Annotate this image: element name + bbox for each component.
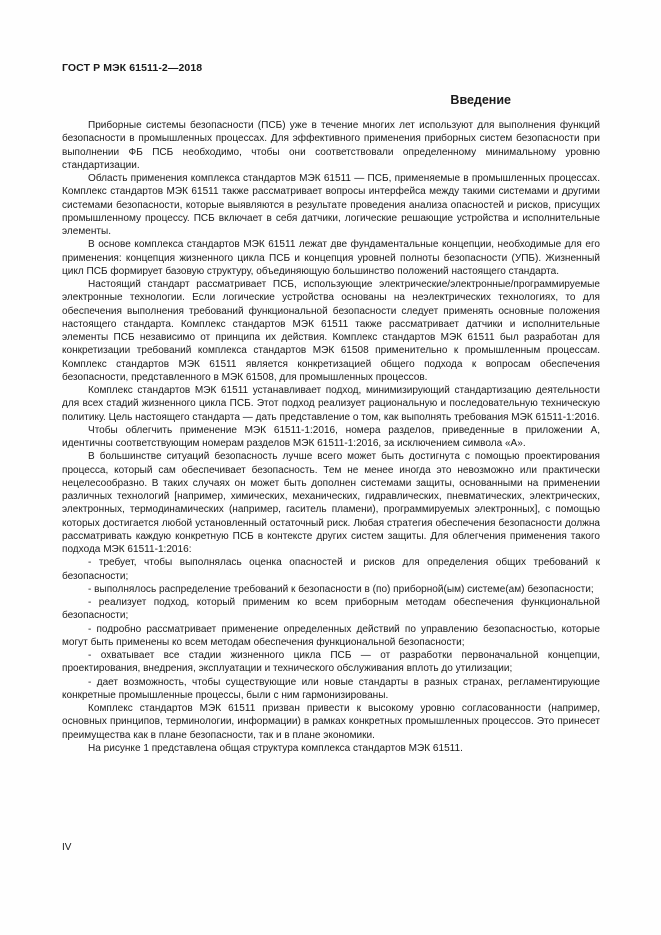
list-item: - подробно рассматривает применение определенных действий по управлению безопасностью, которые могут быть применены ко всем методам обеспечения функциональной безопасности;: [62, 623, 600, 648]
paragraph: Комплекс стандартов МЭК 61511 устанавливает подход, минимизирующий стандартизацию деятельности для всех стадий жизненного цикла ПСБ. Этот подход реализует рациональную и последовательную техническую политику. Цель настоящего стандарта — дать представление о том, как выполнять требования МЭК 61511-1:2016.: [62, 385, 600, 423]
paragraph: В большинстве ситуаций безопасность лучше всего может быть достигнута с помощью проектирования процесса, который сам обеспечивает безопасность. Тем не менее иногда это невозможно или практически нецелесообразно. В таких случаях он может быть дополнен системами защиты, основанными на применении различных технологий [например, химических, механических, гидравлических, пневматических, электрических, электронных, термодинамических (например, гаситель пламени), программируемых электронных], с помощью которых достигается любой установленный остаточный риск. Любая стратегия обеспечения безопасности должна рассматривать каждую конкретную ПСБ в контексте других систем защиты. Для облегчения применения такого подхода МЭК 61511-1:2016:: [62, 451, 600, 555]
body-text: [62, 119, 600, 755]
paragraph: На рисунке 1 представлена общая структура комплекса стандартов МЭК 61511.: [88, 742, 463, 754]
paragraph: Настоящий стандарт рассматривает ПСБ, использующие электрические/электронные/программируемые электронные технологии. Если логические устройства основаны на неэлектрических технологиях, то для обеспечения выполнения требований функциональной безопасности следует применять основные положения настоящего стандарта. Комплекс стандартов МЭК 61511 также рассматривает датчики и исполнительные элементы ПСБ независимо от принципа их действия. Комплекс стандартов МЭК 61511 был разработан для конкретизации требований комплекса стандартов МЭК 61508 применительно к промышленным процессам. Комплекс стандартов МЭК 61511 является конкретизацией общего подхода к вопросам обеспечения безопасности, представленного в МЭК 61508, для промышленных процессов.: [62, 279, 600, 383]
paragraph: В основе комплекса стандартов МЭК 61511 лежат две фундаментальные концепции, необходимые для его применения: концепция жизненного цикла ПСБ и концепция уровней полноты безопасности (УПБ). Жизненный цикл ПСБ формирует базовую структуру, объединяющую большинство положений настоящего стандарта.: [62, 239, 600, 277]
list-item: - требует, чтобы выполнялась оценка опасностей и рисков для определения общих требований к безопасности;: [62, 557, 600, 582]
section-title-wrap: [62, 93, 600, 107]
paragraph: Чтобы облегчить применение МЭК 61511-1:2016, номера разделов, приведенные в приложении А, идентичны соответствующим номерам разделов МЭК 61511-1:2016, за исключением символа «А».: [62, 424, 600, 449]
page-number: IV: [62, 842, 72, 853]
section-title: Введение: [450, 93, 511, 107]
list-item: - дает возможность, чтобы существующие или новые стандарты в разных странах, регламентирующие конкретные промышленные процессы, были с ним гармонизированы.: [62, 676, 600, 701]
list-item: - выполнялось распределение требований к безопасности в (по) приборной(ым) системе(ам) безопасности;: [88, 583, 594, 595]
paragraph: Область применения комплекса стандартов МЭК 61511 — ПСБ, применяемые в промышленных процессах. Комплекс стандартов МЭК 61511 также рассматривает вопросы интерфейса между такими системами и другими системами безопасности, которые выявляются в результате проведения анализа опасностей и рисков, присущих промышленному процессу. ПСБ включает в себя датчики, логические решающие устройства и исполнительные элементы.: [62, 173, 600, 237]
list-item: - охватывает все стадии жизненного цикла ПСБ — от разработки первоначальной концепции, проектирования, внедрения, эксплуатации и технического обслуживания вплоть до утилизации;: [62, 650, 600, 675]
paragraph: Комплекс стандартов МЭК 61511 призван привести к высокому уровню согласованности (например, основных принципов, терминологии, информации) в рамках конкретных промышленных процессов. Это принесет преимущества как в плане безопасности, так и в плане экономики.: [62, 703, 600, 741]
document-header: ГОСТ Р МЭК 61511-2—2018: [62, 62, 203, 74]
list-item: - реализует подход, который применим ко всем приборным методам обеспечения функциональной безопасности;: [62, 597, 600, 622]
paragraph: Приборные системы безопасности (ПСБ) уже в течение многих лет используют для выполнения функций безопасности в промышленных процессах. Для эффективного применения приборных систем безопасности при выполнении ФБ ПСБ необходимо, чтобы они соответствовали определенному минимальному уровню стандартизации.: [62, 120, 600, 171]
